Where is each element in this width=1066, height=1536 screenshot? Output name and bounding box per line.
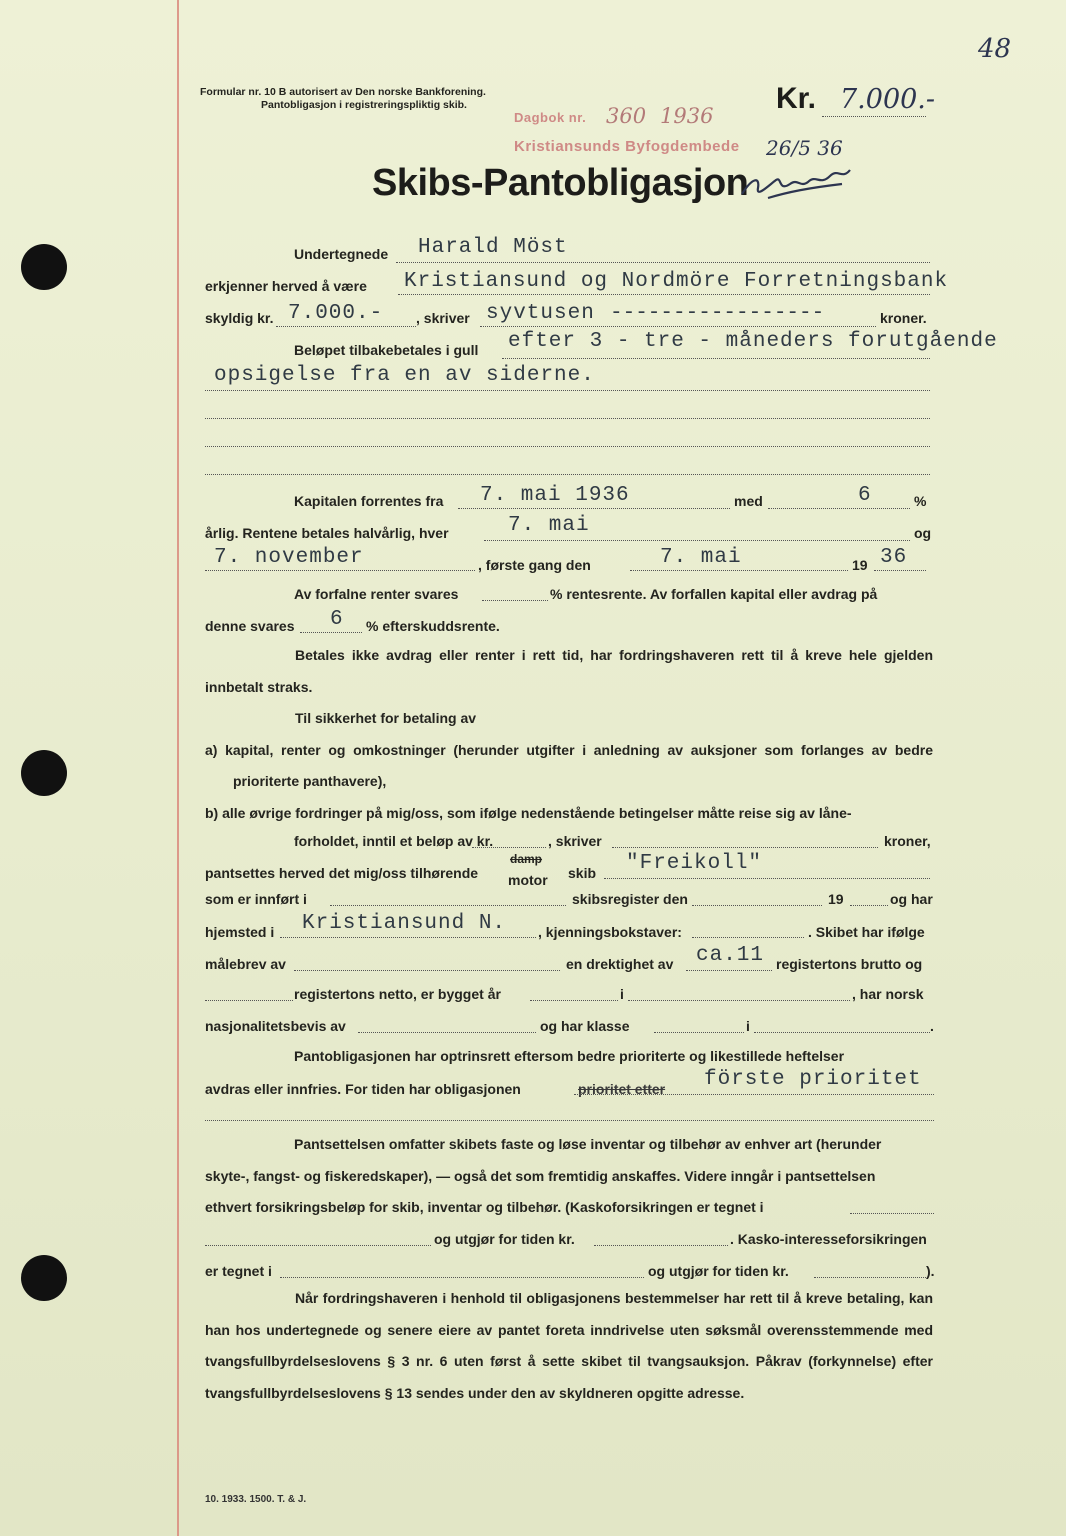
kjenning-label: , kjenningsbokstaver: <box>538 924 682 940</box>
stamp-office: Kristiansunds Byfogdembede <box>514 138 740 155</box>
form-line-2: Pantobligasjon i registreringspliktig skib. <box>261 99 467 111</box>
belopet-value-2: opsigelse fra en av siderne. <box>214 364 595 387</box>
motor-label: motor <box>508 872 548 888</box>
malebrev-label: målebrev av <box>205 956 286 972</box>
norsk-label: , har norsk <box>852 986 924 1002</box>
priority-value: förste prioritet <box>704 1068 922 1091</box>
skyldig-label: skyldig kr. <box>205 310 274 326</box>
forfalne-label: Av forfalne renter svares <box>294 586 459 602</box>
kapitalen-label: Kapitalen forrentes fra <box>294 493 444 509</box>
pantsettelsen-line-1: Pantsettelsen omfatter skibets faste og løse inventar og tilbehør av enhver art (herunder <box>294 1136 882 1152</box>
skib-label: skib <box>568 865 597 881</box>
hjemsted-label: hjemsted i <box>205 924 275 940</box>
pantsettes-label: pantsettes herved det mig/oss tilhørende <box>205 865 479 881</box>
pantsettelsen-line-4b: . Kasko-interesseforsikringen <box>730 1231 927 1247</box>
page-number: 48 <box>978 34 1012 64</box>
priority-text-1: Pantobligasjonen har optrinsrett eftersom bedre prioriterte og likestillede heftelser <box>294 1048 845 1064</box>
punch-hole <box>21 244 67 290</box>
stamp-date: 26/5 36 <box>766 136 843 160</box>
punch-hole <box>21 750 67 796</box>
document-title: Skibs-Pantobligasjon <box>372 162 749 204</box>
erkjenner-label: erkjenner herved å være <box>205 278 367 294</box>
pct-symbol: % <box>914 493 927 509</box>
drektighet-value: ca.11 <box>696 944 765 967</box>
forste-label: , første gang den <box>478 557 591 573</box>
amount-value: 7.000.- <box>840 84 936 115</box>
klasse-label: og har klasse <box>540 1018 630 1034</box>
priority-struck: prioritet etter <box>578 1081 666 1097</box>
signature-initials <box>738 158 868 208</box>
priority-label: avdras eller innfries. For tiden har obligasjonen <box>205 1081 521 1097</box>
dagbok-number: 360 <box>606 104 647 128</box>
final-paragraph: Når fordringshaveren i henhold til obligasjonens bestemmelser har rett til å kreve betaling, kan han hos undertegnede og senere eiere av pantet foreta inndrivelse uten søksmål overensstemmende med tvangsfullbyrdelseslovens § 3 nr. 6 uten først å sette skibet til tvangsauksjon. Påkrav (forkynnelse) efter tvangsfullbyrdelseslovens § 13 sendes under den av skyldneren opgitte adresse. <box>205 1290 933 1401</box>
creditor-value: Kristiansund og Nordmöre Forretningsbank <box>404 270 949 293</box>
og-label: og <box>914 525 932 541</box>
kroner-label-2: kroner, <box>884 833 931 849</box>
pantsettelsen-line-2: skyte-, fangst- og fiskeredskaper), — også det som fremtidig anskaffes. Videre inngår i pantsettelsen <box>205 1168 876 1184</box>
punch-hole <box>21 1255 67 1301</box>
margin-line <box>177 0 179 1536</box>
skriver-label: , skriver <box>416 310 470 326</box>
year-prefix: 19 <box>852 557 868 573</box>
pantsettelsen-line-5a: er tegnet i <box>205 1263 272 1279</box>
pantsettelsen-line-5c: ). <box>926 1263 935 1279</box>
skriver-value: syvtusen <box>486 302 595 325</box>
pantsettelsen-line-3: ethvert forsikringsbeløp for skib, inventar og tilbehør. (Kaskoforsikringen er tegnet i <box>205 1199 764 1215</box>
hjemsted-value: Kristiansund N. <box>302 912 507 935</box>
denne-value: 6 <box>330 608 344 631</box>
forste-value: 7. mai <box>660 546 742 569</box>
hver-value: 7. mai <box>508 514 590 537</box>
ship-name: "Freikoll" <box>626 852 763 875</box>
drektighet-label: en drektighet av <box>566 956 674 972</box>
damp-label: damp <box>510 852 543 866</box>
denne-rest: % efterskuddsrente. <box>366 618 500 634</box>
kroner-label: kroner. <box>880 310 927 326</box>
forholdet-label: forholdet, inntil et beløp av kr. <box>294 833 494 849</box>
year-value: 36 <box>880 546 908 569</box>
footer-print-info: 10. 1933. 1500. T. & J. <box>205 1494 307 1505</box>
arlig-label: årlig. Rentene betales halvårlig, hver <box>205 525 449 541</box>
netto-label: registertons netto, er bygget år <box>294 986 501 1002</box>
second-date-value: 7. november <box>214 546 364 569</box>
forfalne-rest: % rentesrente. Av forfallen kapital eller avdrag på <box>550 586 878 602</box>
betales-paragraph: Betales ikke avdrag eller renter i rett tid, har fordringshaveren rett til å kreve hele gjelden innbetalt straks. Til sikkerhet for betaling av a) kapital, renter og omkostninger (herunder utgifter i anledning av auksjoner som forlanges av bedre prioriterte panthavere), b) alle øvrige fordringer på mig/oss, som ifølge nedenstående betingelser måtte reise sig av låne- <box>205 640 933 829</box>
med-label: med <box>734 493 763 509</box>
undertegnede-label: Undertegnede <box>294 246 389 262</box>
belopet-label: Beløpet tilbakebetales i gull <box>294 342 479 358</box>
item-a: a) kapital, renter og omkostninger (herunder utgifter i anledning av auksjoner som forlanges av bedre prioriterte panthavere), <box>205 741 933 789</box>
undertegnede-value: Harald Möst <box>418 236 568 259</box>
i2-label: i <box>746 1018 750 1034</box>
skibsregister-label: skibsregister den <box>572 891 688 907</box>
skriver-label-2: , skriver <box>548 833 602 849</box>
skibet-label: . Skibet har ifølge <box>808 924 925 940</box>
dagbok-year: 1936 <box>660 104 714 128</box>
nasjonalitet-label: nasjonalitetsbevis av <box>205 1018 346 1034</box>
rate-value: 6 <box>858 484 872 507</box>
innfort-label: som er innført i <box>205 891 307 907</box>
amount-prefix: Kr. <box>776 82 817 115</box>
denne-label: denne svares <box>205 618 295 634</box>
item-b: b) alle øvrige fordringer på mig/oss, som ifølge nedenstående betingelser måtte reise sig av låne- <box>205 804 852 821</box>
i-label: i <box>620 986 624 1002</box>
year-prefix-2: 19 <box>828 891 844 907</box>
pantsettelsen-line-4a: og utgjør for tiden kr. <box>434 1231 575 1247</box>
kapitalen-value: 7. mai 1936 <box>480 484 630 507</box>
document-page: 48 Formular nr. 10 B autorisert av Den norske Bankforening. Pantobligasjon i registreringspliktig skib. Kr. 7.000.- Dagbok nr. 360 1936 Kristiansunds Byfogdembede 26/5 36 Skibs-Pantobligasjon Undertegnede Harald Möst erkjenner herved å være Kristiansund og Nordmöre Forretningsbank skyldig kr. 7.000.- , skriver syvtusen ----------------- kroner. Beløpet tilbakebetales i gull efter 3 - tre - måneders forutgående opsigelse fra en av siderne. Kapitalen forrentes fra 7. mai 1936 med 6 % årlig. Rentene betales halvårlig, hver 7. mai og 7. november , første gang den 7. mai 19 36 Av forfalne renter svares % rentesrente. Av forfallen kapital eller avdrag på denne svares 6 % efterskuddsrente. Betales ikke avdrag eller renter i rett tid, har fordringshaveren rett til å kreve hele gjelden innbetalt straks. Til sikkerhet for betaling av a) kapital, renter og omkostninger (herunder utgifter i anledning av auksjoner som forlanges av bedre prioriterte panthavere), b) alle øvrige fordringer på mig/oss, som ifølge nedenstående betingelser måtte reise sig av låne- forholdet, inntil et beløp av kr. , skriver kroner, pantsettes herved det mig/oss tilhørende damp motor skib "Freikoll" som er innført i skibsregister den 19 og har hjemsted i Kristiansund N. , kjenningsbokstaver: . Skibet har ifølge målebrev av en drektighet av ca.11 registertons brutto og registertons netto, er bygget år i , har norsk nasjonalitetsbevis av og har klasse i . Pantobligasjonen har optrinsrett eftersom bedre prioriterte og likestillede heftelser avdras eller innfries. For tiden har obligasjonen prioritet etter förste prioritet Pantsettelsen omfatter skibets faste og løse inventar og tilbehør av enhver art (herunder skyte-, fangst- og fiskeredskaper), — også det som fremtidig anskaffes. Videre inngår i pantsettelsen ethvert forsikringsbeløp for skib, inventar og tilbehør. (Kaskoforsikringen er tegnet i og utgjør for tiden kr. . Kasko-interesseforsikringen er tegnet i og utgjør for tiden kr. ). Når fordringshaveren i henhold til obligasjonens bestemmelser har rett til å kreve betaling, kan han hos undertegnede og senere eiere av pantet foreta inndrivelse uten søksmål overensstemmende med tvangsfullbyrdelseslovens § 3 nr. 6 uten først å sette skibet til tvangsauksjon. Påkrav (forkynnelse) efter tvangsfullbyrdelseslovens § 13 sendes under den av skyldneren opgitte adresse. 10. 1933. 1500. T. & J. <box>0 0 1066 1536</box>
skyldig-value: 7.000.- <box>288 302 384 325</box>
pantsettelsen-line-5b: og utgjør for tiden kr. <box>648 1263 789 1279</box>
form-line-1: Formular nr. 10 B autorisert av Den norske Bankforening. <box>200 86 486 98</box>
og-har-label: og har <box>890 891 933 907</box>
brutto-label: registertons brutto og <box>776 956 923 972</box>
belopet-value-1: efter 3 - tre - måneders forutgående <box>508 330 998 353</box>
dagbok-label: Dagbok nr. <box>514 110 587 125</box>
